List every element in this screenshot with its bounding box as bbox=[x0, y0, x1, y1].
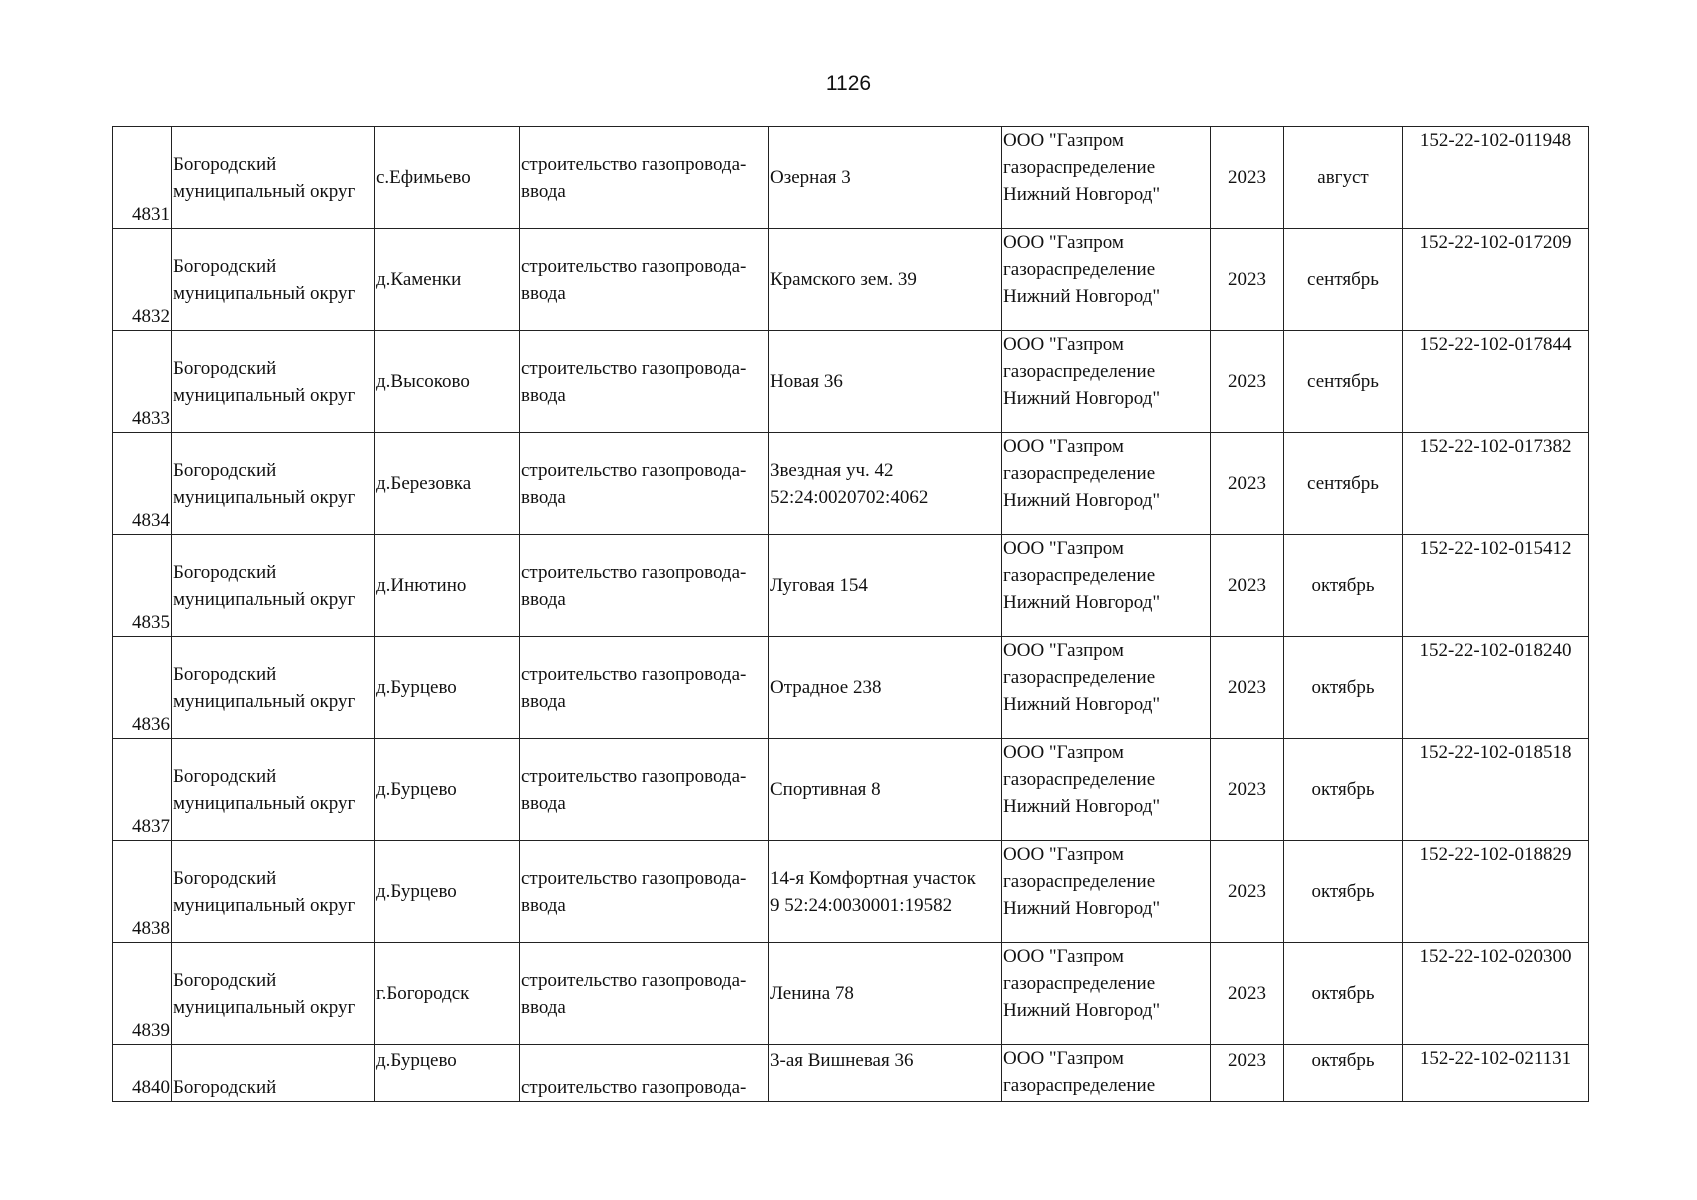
organization-cell-line: ООО "Газпром bbox=[1003, 334, 1124, 355]
settlement-cell: г.Богородск bbox=[375, 943, 520, 1045]
district-cell-line: Богородский bbox=[173, 765, 277, 787]
request-code-cell: 152-22-102-017844 bbox=[1403, 331, 1589, 433]
row-number-cell: 4838 bbox=[113, 841, 172, 943]
organization-cell-line: Нижний Новгород" bbox=[1003, 490, 1161, 511]
row-number-cell: 4837 bbox=[113, 739, 172, 841]
organization-cell-line: газораспределение bbox=[1003, 463, 1156, 484]
work-type-cell bbox=[520, 127, 769, 229]
work-type-cell-line: ввода bbox=[521, 588, 566, 610]
work-type-cell-line: ввода bbox=[521, 384, 566, 406]
work-type-cell-line: ввода bbox=[521, 894, 566, 916]
work-type-cell-line: строительство газопровода- bbox=[521, 255, 747, 277]
address-cell bbox=[769, 943, 1002, 1045]
district-cell-line: Богородский bbox=[173, 1077, 277, 1098]
work-type-cell-line: ввода bbox=[521, 486, 566, 508]
row-number-cell: 4836 bbox=[113, 637, 172, 739]
request-code-cell: 152-22-102-018240 bbox=[1403, 637, 1589, 739]
address-cell-line: Отрадное 238 bbox=[770, 677, 882, 698]
organization-cell-line: газораспределение bbox=[1003, 361, 1156, 382]
district-cell-line: Богородский bbox=[173, 969, 277, 991]
organization-cell-line: ООО "Газпром bbox=[1003, 538, 1124, 559]
year-cell: 2023 bbox=[1211, 229, 1284, 331]
row-number-cell: 4831 bbox=[113, 127, 172, 229]
organization-cell-line: ООО "Газпром bbox=[1003, 130, 1124, 151]
organization-cell bbox=[1002, 1045, 1211, 1102]
settlement-cell: д.Высоково bbox=[375, 331, 520, 433]
organization-cell-line: газораспределение bbox=[1003, 157, 1156, 178]
month-cell: октябрь bbox=[1284, 739, 1403, 841]
month-cell: сентябрь bbox=[1284, 229, 1403, 331]
organization-cell-line: Нижний Новгород" bbox=[1003, 1000, 1161, 1021]
district-cell-line: Богородский bbox=[173, 357, 277, 379]
year-cell: 2023 bbox=[1211, 841, 1284, 943]
work-type-cell-line: строительство газопровода- bbox=[521, 969, 747, 991]
organization-cell-line: ООО "Газпром bbox=[1003, 946, 1124, 967]
settlement-cell: с.Ефимьево bbox=[375, 127, 520, 229]
organization-cell bbox=[1002, 841, 1211, 943]
table-body bbox=[113, 127, 1589, 1102]
work-type-cell bbox=[520, 637, 769, 739]
table-row bbox=[113, 637, 1589, 739]
organization-cell-line: ООО "Газпром bbox=[1003, 1048, 1124, 1069]
organization-cell-line: Нижний Новгород" bbox=[1003, 592, 1161, 613]
organization-cell-line: ООО "Газпром bbox=[1003, 436, 1124, 457]
work-type-cell bbox=[520, 433, 769, 535]
address-cell-line: Звездная уч. 42 bbox=[770, 459, 894, 481]
settlement-cell: д.Бурцево bbox=[375, 1045, 520, 1102]
year-cell: 2023 bbox=[1211, 433, 1284, 535]
address-cell bbox=[769, 739, 1002, 841]
address-cell bbox=[769, 637, 1002, 739]
organization-cell bbox=[1002, 331, 1211, 433]
district-cell-line: муниципальный округ bbox=[173, 690, 356, 712]
district-cell-line: муниципальный округ bbox=[173, 894, 356, 916]
organization-cell-line: ООО "Газпром bbox=[1003, 844, 1124, 865]
work-type-cell bbox=[520, 229, 769, 331]
table-row bbox=[113, 739, 1589, 841]
row-number-cell: 4835 bbox=[113, 535, 172, 637]
request-code-cell: 152-22-102-020300 bbox=[1403, 943, 1589, 1045]
table-row bbox=[113, 433, 1589, 535]
request-code-cell: 152-22-102-018518 bbox=[1403, 739, 1589, 841]
organization-cell-line: Нижний Новгород" bbox=[1003, 286, 1161, 307]
district-cell bbox=[172, 229, 375, 331]
table-row bbox=[113, 943, 1589, 1045]
organization-cell bbox=[1002, 229, 1211, 331]
settlement-cell: д.Бурцево bbox=[375, 637, 520, 739]
organization-cell bbox=[1002, 739, 1211, 841]
organization-cell bbox=[1002, 943, 1211, 1045]
row-number-cell: 4839 bbox=[113, 943, 172, 1045]
address-cell bbox=[769, 1045, 1002, 1102]
month-cell: сентябрь bbox=[1284, 331, 1403, 433]
district-cell-line: муниципальный округ bbox=[173, 486, 356, 508]
request-code-cell: 152-22-102-017382 bbox=[1403, 433, 1589, 535]
organization-cell bbox=[1002, 535, 1211, 637]
row-number-cell: 4834 bbox=[113, 433, 172, 535]
work-type-cell-line: строительство газопровода- bbox=[521, 561, 747, 583]
settlement-cell: д.Бурцево bbox=[375, 841, 520, 943]
organization-cell-line: Нижний Новгород" bbox=[1003, 388, 1161, 409]
address-cell bbox=[769, 535, 1002, 637]
organization-cell-line: газораспределение bbox=[1003, 769, 1156, 790]
work-type-cell-line: ввода bbox=[521, 690, 566, 712]
address-cell-line: 9 52:24:0030001:19582 bbox=[770, 894, 953, 916]
address-cell-line: Луговая 154 bbox=[770, 575, 868, 596]
organization-cell bbox=[1002, 637, 1211, 739]
gas-pipeline-registry-table bbox=[112, 126, 1589, 1102]
work-type-cell bbox=[520, 535, 769, 637]
table-row bbox=[113, 229, 1589, 331]
organization-cell-line: газораспределение bbox=[1003, 1075, 1156, 1096]
district-cell bbox=[172, 433, 375, 535]
request-code-cell: 152-22-102-011948 bbox=[1403, 127, 1589, 229]
table-row bbox=[113, 535, 1589, 637]
month-cell: октябрь bbox=[1284, 535, 1403, 637]
district-cell bbox=[172, 1045, 375, 1102]
work-type-cell-line: строительство газопровода- bbox=[521, 1077, 747, 1098]
address-cell-line: Ленина 78 bbox=[770, 983, 854, 1004]
work-type-cell bbox=[520, 1045, 769, 1102]
month-cell: октябрь bbox=[1284, 637, 1403, 739]
year-cell: 2023 bbox=[1211, 535, 1284, 637]
month-cell: октябрь bbox=[1284, 943, 1403, 1045]
year-cell: 2023 bbox=[1211, 127, 1284, 229]
district-cell-line: Богородский bbox=[173, 459, 277, 481]
district-cell-line: Богородский bbox=[173, 867, 277, 889]
work-type-cell-line: строительство газопровода- bbox=[521, 867, 747, 889]
address-cell bbox=[769, 127, 1002, 229]
table-row bbox=[113, 841, 1589, 943]
district-cell-line: Богородский bbox=[173, 663, 277, 685]
organization-cell-line: Нижний Новгород" bbox=[1003, 796, 1161, 817]
district-cell-line: муниципальный округ bbox=[173, 282, 356, 304]
work-type-cell-line: ввода bbox=[521, 180, 566, 202]
request-code-cell: 152-22-102-018829 bbox=[1403, 841, 1589, 943]
organization-cell-line: газораспределение bbox=[1003, 667, 1156, 688]
district-cell bbox=[172, 739, 375, 841]
settlement-cell: д.Бурцево bbox=[375, 739, 520, 841]
settlement-cell: д.Каменки bbox=[375, 229, 520, 331]
table-row bbox=[113, 1045, 1589, 1102]
organization-cell-line: ООО "Газпром bbox=[1003, 232, 1124, 253]
month-cell: октябрь bbox=[1284, 841, 1403, 943]
organization-cell-line: газораспределение bbox=[1003, 973, 1156, 994]
request-code-cell: 152-22-102-017209 bbox=[1403, 229, 1589, 331]
settlement-cell: д.Инютино bbox=[375, 535, 520, 637]
district-cell-line: муниципальный округ bbox=[173, 996, 356, 1018]
work-type-cell-line: ввода bbox=[521, 282, 566, 304]
year-cell: 2023 bbox=[1211, 1045, 1284, 1102]
address-cell-line: Озерная 3 bbox=[770, 167, 851, 188]
organization-cell-line: Нижний Новгород" bbox=[1003, 184, 1161, 205]
work-type-cell bbox=[520, 841, 769, 943]
month-cell: август bbox=[1284, 127, 1403, 229]
district-cell bbox=[172, 535, 375, 637]
organization-cell bbox=[1002, 127, 1211, 229]
district-cell bbox=[172, 331, 375, 433]
row-number-cell: 4840 bbox=[113, 1045, 172, 1102]
work-type-cell-line: ввода bbox=[521, 996, 566, 1018]
address-cell bbox=[769, 229, 1002, 331]
page-number: 1126 bbox=[825, 72, 872, 95]
work-type-cell-line: строительство газопровода- bbox=[521, 765, 747, 787]
district-cell-line: муниципальный округ bbox=[173, 384, 356, 406]
address-cell-line: 52:24:0020702:4062 bbox=[770, 486, 929, 508]
organization-cell-line: ООО "Газпром bbox=[1003, 742, 1124, 763]
address-cell-line: Крамского зем. 39 bbox=[770, 269, 917, 290]
work-type-cell-line: строительство газопровода- bbox=[521, 153, 747, 175]
district-cell-line: Богородский bbox=[173, 561, 277, 583]
work-type-cell bbox=[520, 331, 769, 433]
work-type-cell bbox=[520, 739, 769, 841]
address-cell-line: 3-ая Вишневая 36 bbox=[770, 1050, 914, 1071]
organization-cell-line: Нижний Новгород" bbox=[1003, 898, 1161, 919]
organization-cell-line: Нижний Новгород" bbox=[1003, 694, 1161, 715]
request-code-cell: 152-22-102-015412 bbox=[1403, 535, 1589, 637]
address-cell-line: Новая 36 bbox=[770, 371, 843, 392]
organization-cell-line: газораспределение bbox=[1003, 871, 1156, 892]
settlement-cell: д.Березовка bbox=[375, 433, 520, 535]
work-type-cell-line: ввода bbox=[521, 792, 566, 814]
address-cell-line: 14-я Комфортная участок bbox=[770, 867, 976, 889]
row-number-cell: 4833 bbox=[113, 331, 172, 433]
address-cell bbox=[769, 841, 1002, 943]
work-type-cell-line: строительство газопровода- bbox=[521, 459, 747, 481]
organization-cell-line: газораспределение bbox=[1003, 565, 1156, 586]
address-cell-line: Спортивная 8 bbox=[770, 779, 881, 800]
district-cell-line: муниципальный округ bbox=[173, 180, 356, 202]
organization-cell-line: газораспределение bbox=[1003, 259, 1156, 280]
year-cell: 2023 bbox=[1211, 637, 1284, 739]
district-cell bbox=[172, 943, 375, 1045]
organization-cell-line: ООО "Газпром bbox=[1003, 640, 1124, 661]
district-cell bbox=[172, 841, 375, 943]
request-code-cell: 152-22-102-021131 bbox=[1403, 1045, 1589, 1102]
organization-cell bbox=[1002, 433, 1211, 535]
work-type-cell bbox=[520, 943, 769, 1045]
district-cell-line: муниципальный округ bbox=[173, 588, 356, 610]
address-cell bbox=[769, 433, 1002, 535]
row-number-cell: 4832 bbox=[113, 229, 172, 331]
table-row bbox=[113, 127, 1589, 229]
year-cell: 2023 bbox=[1211, 943, 1284, 1045]
year-cell: 2023 bbox=[1211, 331, 1284, 433]
district-cell-line: Богородский bbox=[173, 153, 277, 175]
year-cell: 2023 bbox=[1211, 739, 1284, 841]
work-type-cell-line: строительство газопровода- bbox=[521, 357, 747, 379]
address-cell bbox=[769, 331, 1002, 433]
district-cell-line: Богородский bbox=[173, 255, 277, 277]
month-cell: сентябрь bbox=[1284, 433, 1403, 535]
district-cell bbox=[172, 637, 375, 739]
district-cell-line: муниципальный округ bbox=[173, 792, 356, 814]
table-row bbox=[113, 331, 1589, 433]
district-cell bbox=[172, 127, 375, 229]
month-cell: октябрь bbox=[1284, 1045, 1403, 1102]
work-type-cell-line: строительство газопровода- bbox=[521, 663, 747, 685]
